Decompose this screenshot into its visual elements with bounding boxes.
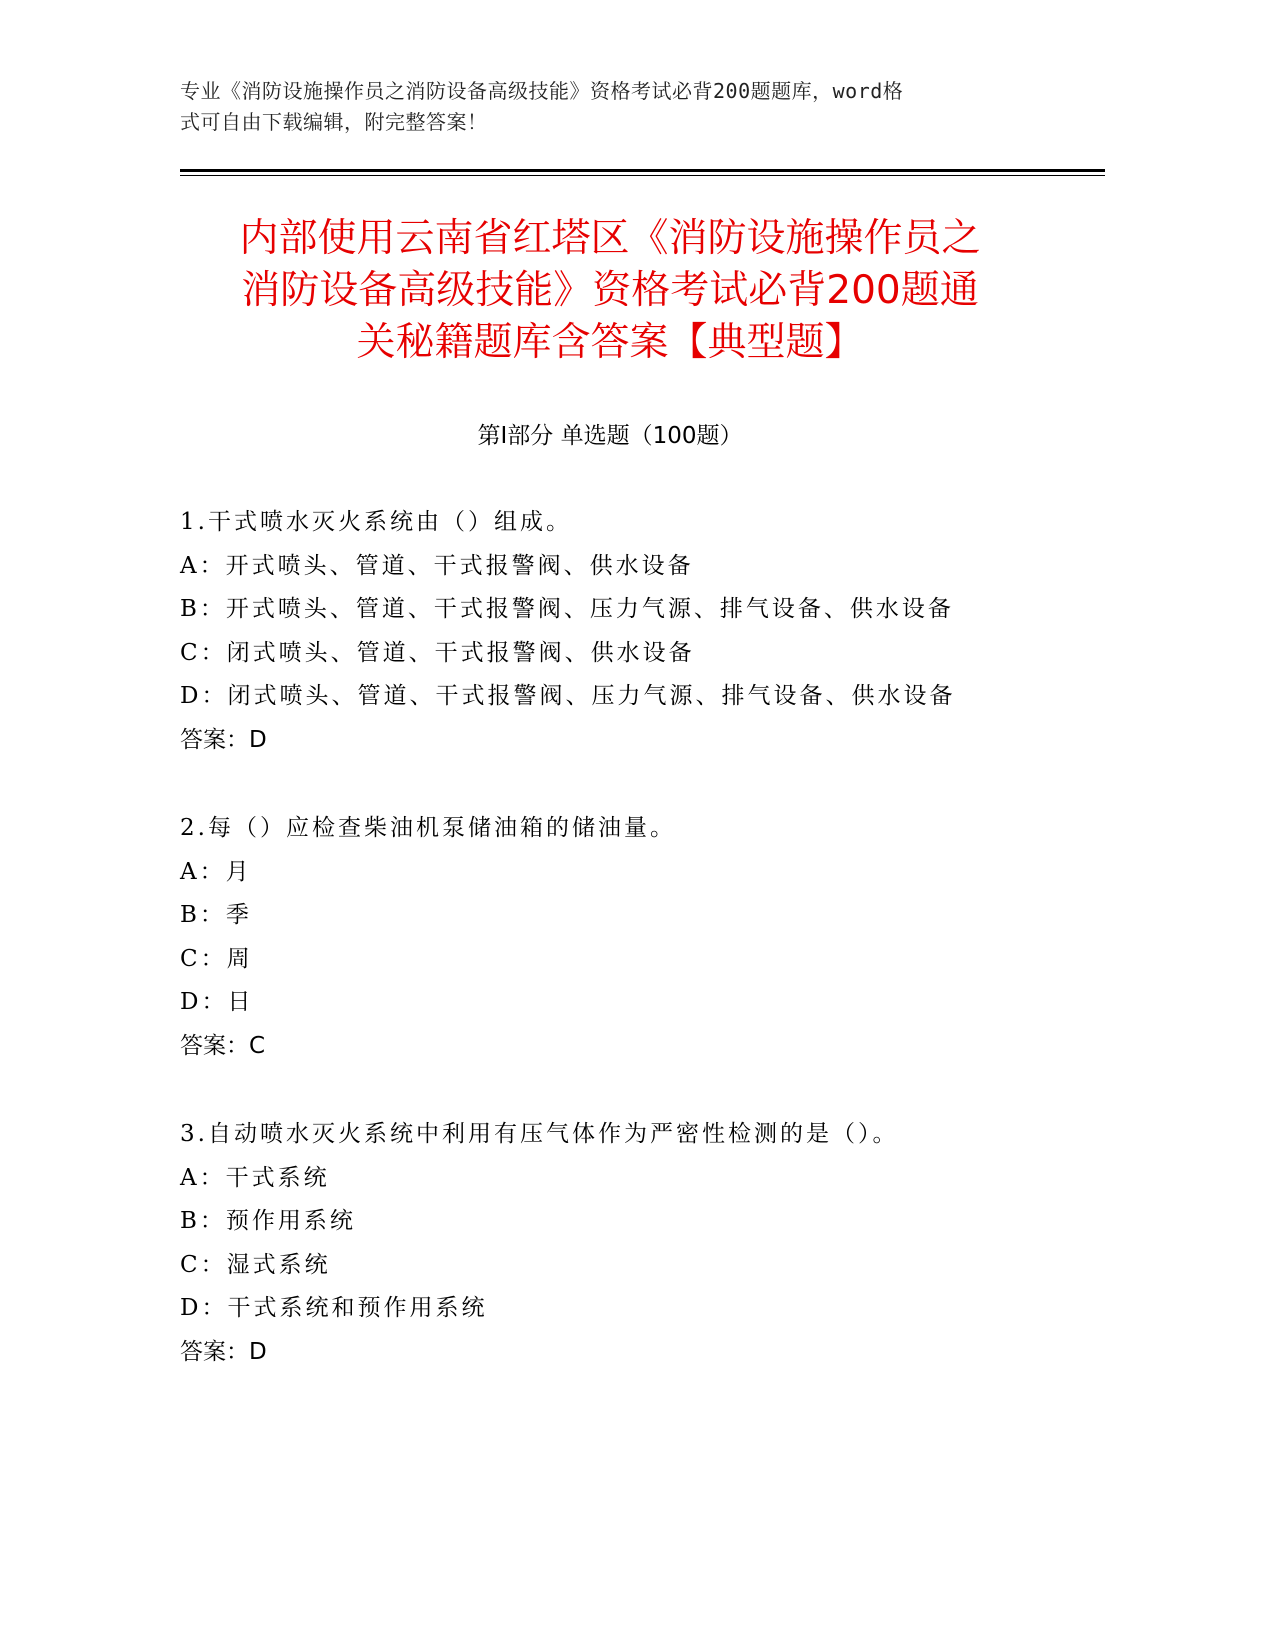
header-note-line-2: 式可自由下载编辑，附完整答案！ bbox=[180, 110, 488, 134]
option-d: D：闭式喷头、管道、干式报警阀、压力气源、排气设备、供水设备 bbox=[180, 683, 956, 709]
option-c: C：湿式系统 bbox=[180, 1251, 331, 1278]
header-rule-thin bbox=[180, 175, 1105, 176]
title-line-1: 内部使用云南省红塔区《消防设施操作员之 bbox=[239, 216, 981, 261]
answer: 答案：C bbox=[180, 1032, 266, 1059]
header-note bbox=[180, 76, 1030, 138]
option-d: D：干式系统和预作用系统 bbox=[180, 1295, 488, 1321]
option-a: A：月 bbox=[180, 858, 252, 885]
question-stem: 1.干式喷水灭火系统由（）组成。 bbox=[180, 509, 572, 535]
option-c: C：闭式喷头、管道、干式报警阀、供水设备 bbox=[180, 639, 695, 666]
title-line-2: 消防设备高级技能》资格考试必背200题通 bbox=[241, 268, 979, 313]
section-title: 第Ⅰ部分 单选题（100题） bbox=[477, 423, 743, 449]
question-stem: 3.自动喷水灭火系统中利用有压气体作为严密性检测的是（）。 bbox=[180, 1121, 899, 1147]
header-rule-thick bbox=[180, 169, 1105, 172]
document-title bbox=[160, 213, 1060, 369]
option-a: A：开式喷头、管道、干式报警阀、供水设备 bbox=[180, 552, 694, 579]
option-b: B：季 bbox=[180, 902, 252, 928]
answer: 答案：D bbox=[180, 726, 267, 753]
title-line-3: 关秘籍题库含答案【典型题】 bbox=[356, 320, 864, 365]
header-note-line-1: 专业《消防设施操作员之消防设备高级技能》资格考试必背200题题库，word格 bbox=[180, 79, 904, 103]
question-3 bbox=[180, 1113, 1080, 1374]
option-b: B：预作用系统 bbox=[180, 1208, 356, 1234]
question-2 bbox=[180, 807, 1080, 1068]
question-1 bbox=[180, 501, 1080, 762]
option-d: D：日 bbox=[180, 989, 254, 1015]
answer: 答案：D bbox=[180, 1338, 267, 1365]
question-stem: 2.每（）应检查柴油机泵储油箱的储油量。 bbox=[180, 815, 676, 841]
option-a: A：干式系统 bbox=[180, 1164, 330, 1191]
option-c: C：周 bbox=[180, 945, 253, 972]
option-b: B：开式喷头、管道、干式报警阀、压力气源、排气设备、供水设备 bbox=[180, 596, 954, 622]
